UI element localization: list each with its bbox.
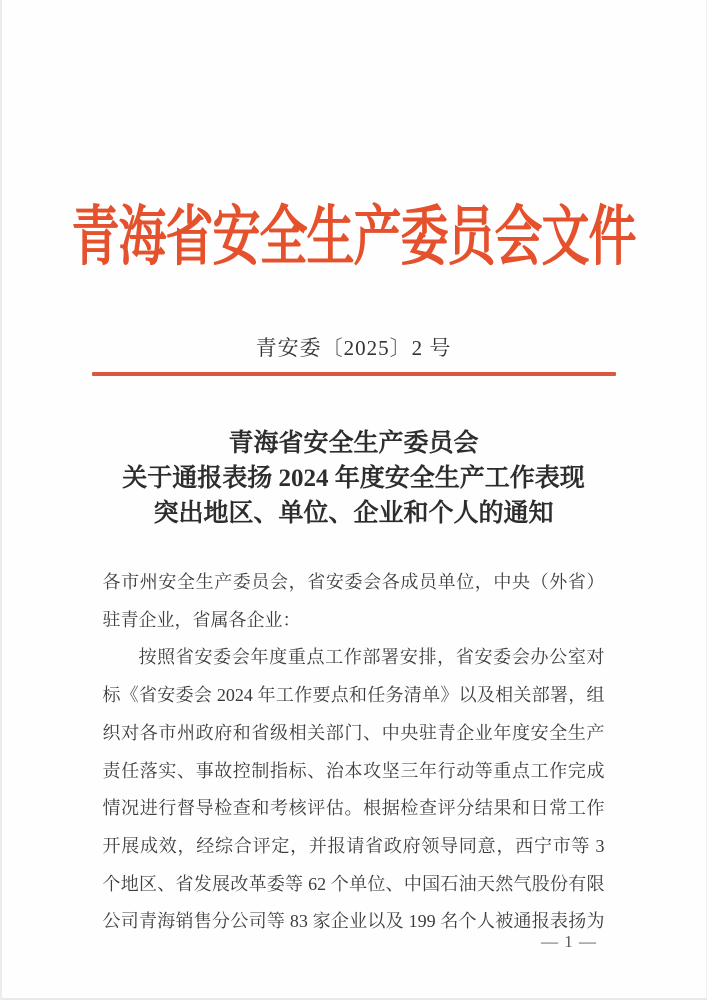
banner-title-row xyxy=(0,0,707,274)
document-title-line-3: 突出地区、单位、企业和个人的通知 xyxy=(153,500,554,527)
body-line: 开展成效，经综合评定，并报请省政府领导同意，西宁市等 3 xyxy=(102,835,605,856)
document-body xyxy=(103,564,605,941)
document-title-line-1: 青海省安全生产委员会 xyxy=(228,430,479,457)
doc-number: 青安委〔2025〕2 号 xyxy=(255,336,452,360)
body-line: 织对各市州政府和省级相关部门、中央驻青企业年度安全生产 xyxy=(102,722,605,743)
document-title-line-2: 关于通报表扬 2024 年度安全生产工作表现 xyxy=(122,465,585,492)
body-line: 个地区、省发展改革委等 62 个单位、中国石油天然气股份有限 xyxy=(102,873,605,894)
body-line: 情况进行督导检查和考核评估。根据检查评分结果和日常工作 xyxy=(102,798,605,819)
body-line-salutation-1: 各市州安全生产委员会，省安委会各成员单位，中央（外省） xyxy=(102,572,605,592)
body-line: 责任落实、事故控制指标、治本攻坚三年行动等重点工作完成 xyxy=(102,760,605,781)
page-number: — 1 — xyxy=(541,932,597,951)
body-line: 公司青海销售分公司等 83 家企业以及 199 名个人被通报表扬为 xyxy=(102,911,605,932)
red-divider-rule xyxy=(92,372,616,376)
body-line-salutation-2: 驻青企业，省属各企业： xyxy=(102,609,301,630)
body-line: 按照省安委会年度重点工作部署安排，省安委会办公室对 xyxy=(138,647,605,668)
document-banner-title: 青海省安全生产委员会文件 xyxy=(71,201,636,274)
body-line: 标《省安委会 2024 年工作要点和任务清单》以及相关部署，组 xyxy=(102,685,605,706)
document-title xyxy=(0,426,707,531)
